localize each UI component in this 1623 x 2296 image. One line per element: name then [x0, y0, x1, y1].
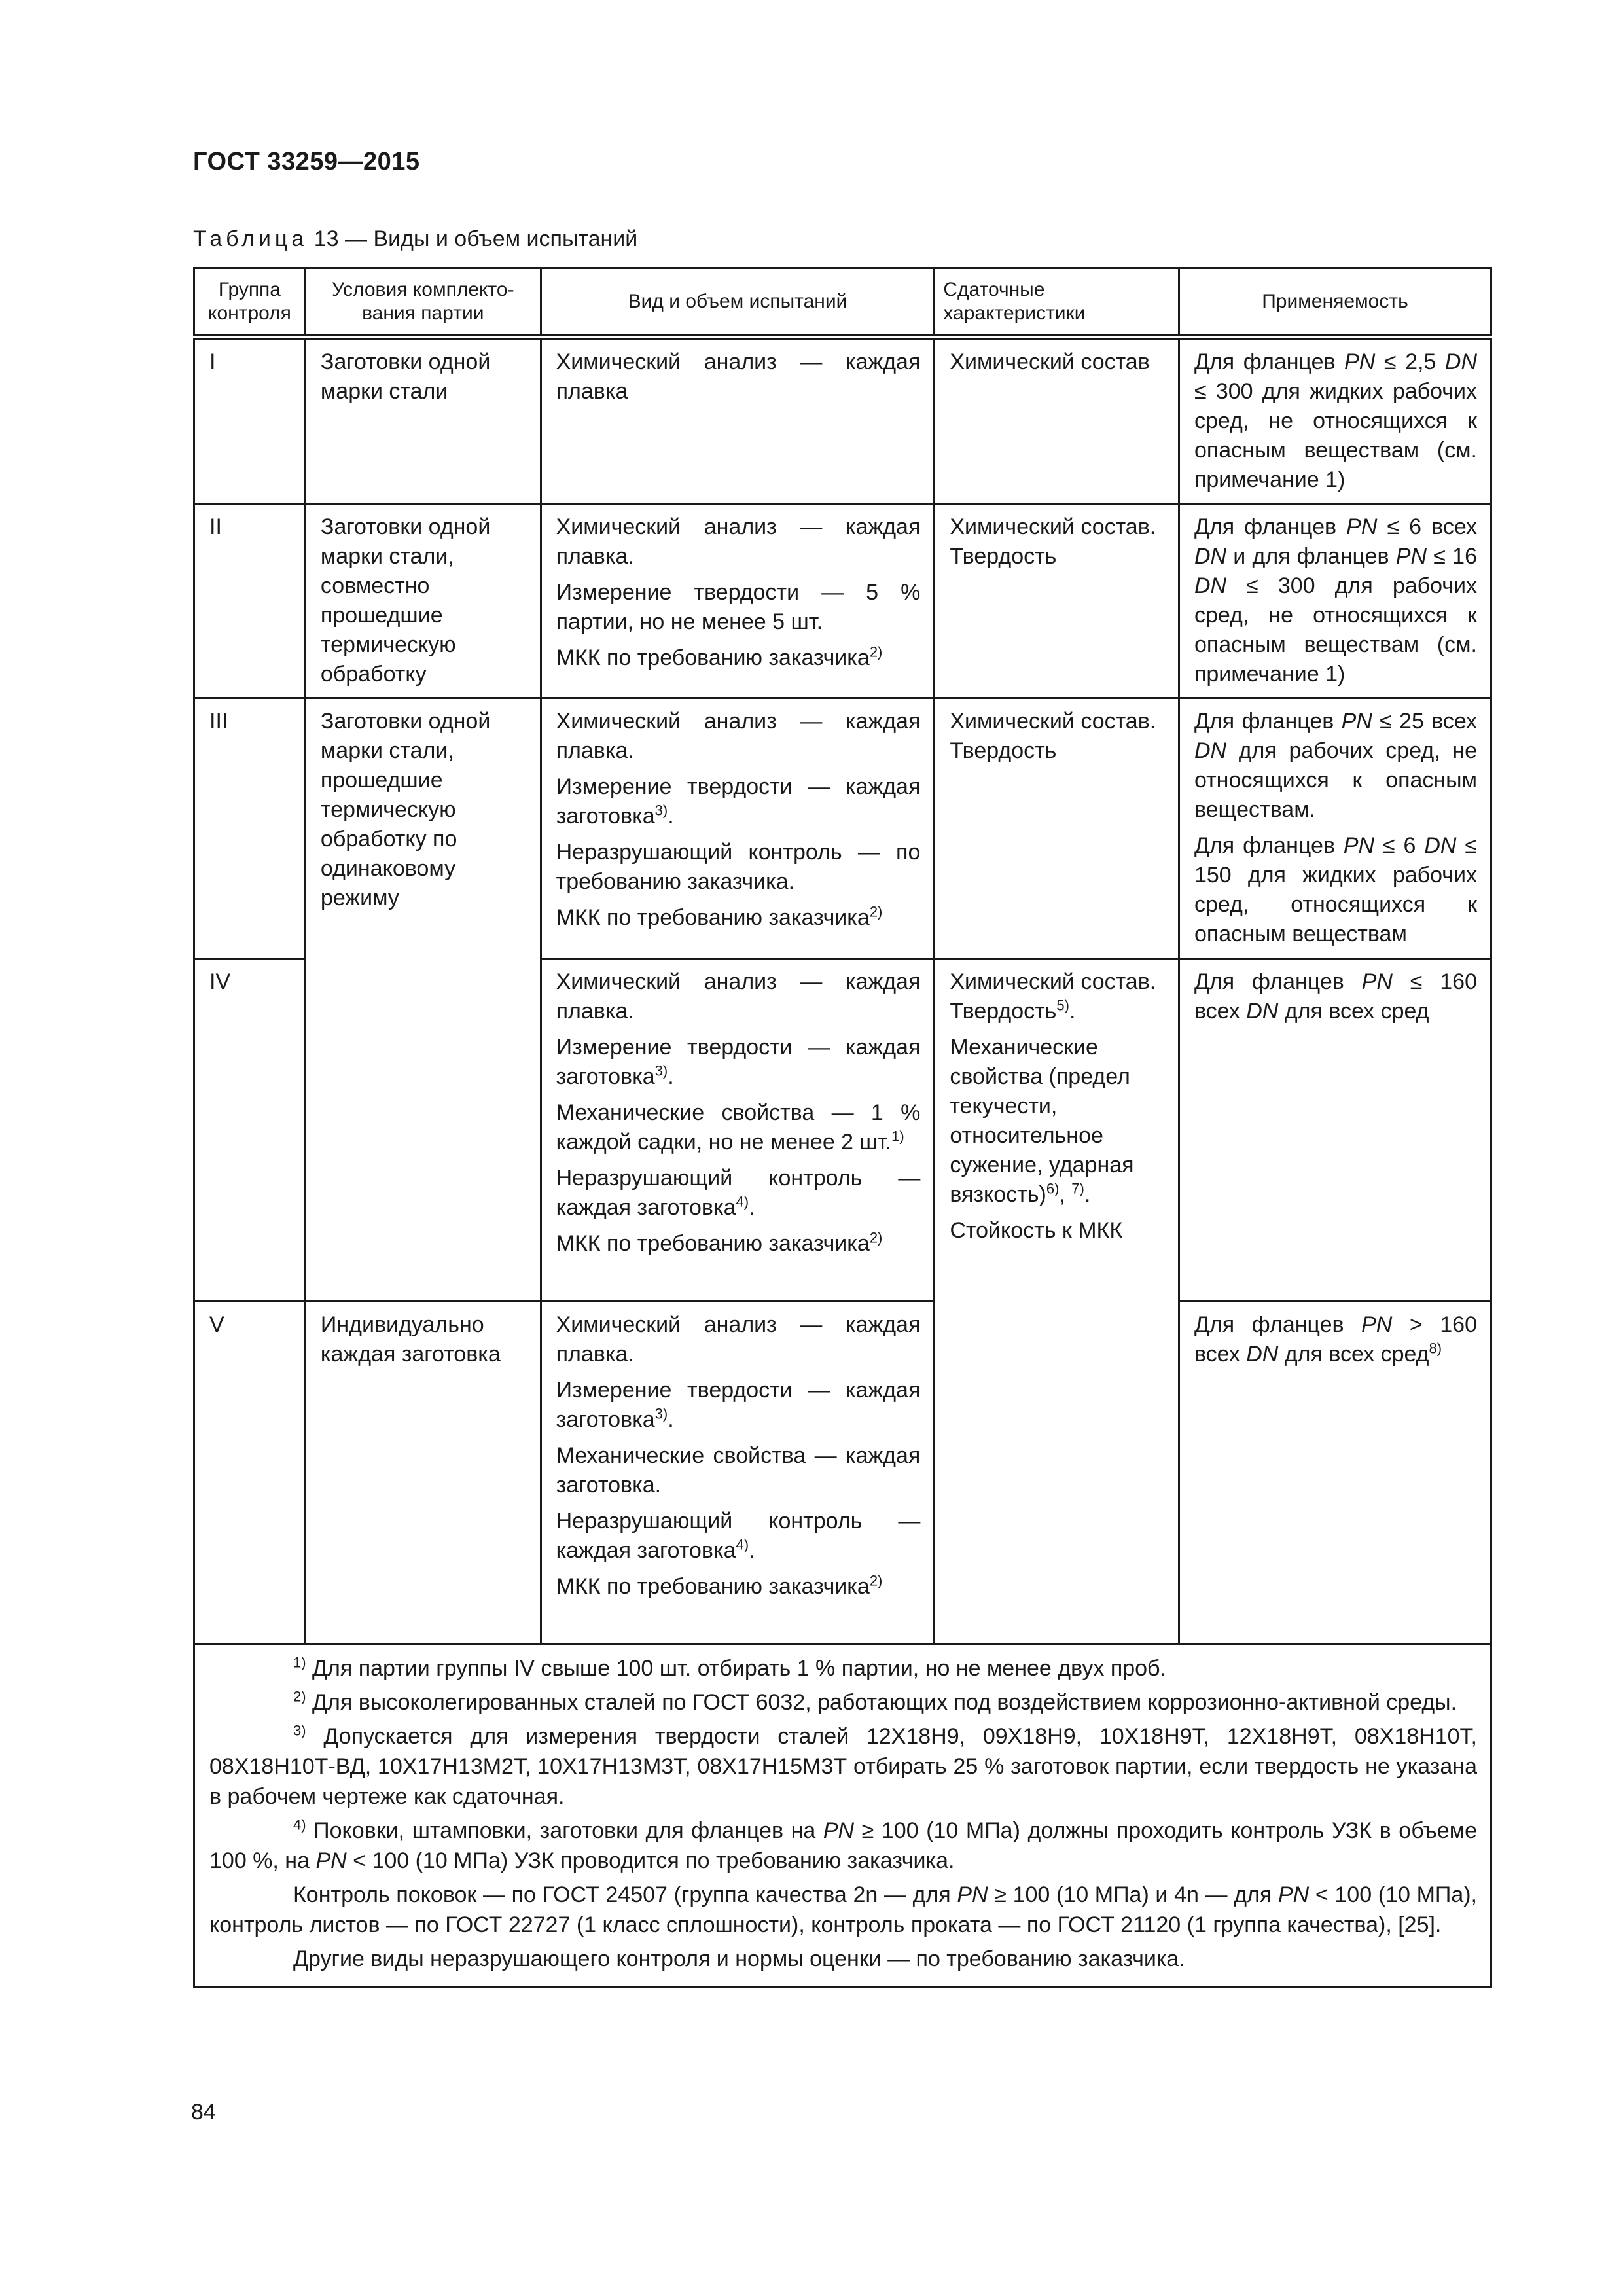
test-item: Химический анализ — каждая плавка.: [556, 1312, 921, 1367]
applicability-text: Для фланцев PN ≤ 160 всех DN для всех сред: [1194, 969, 1477, 1024]
test-item: Неразрушающий контроль — каждая заготовка$^{4)}$.: [556, 1509, 921, 1563]
cell-group: III: [194, 698, 306, 959]
cell-acceptance: [935, 504, 1179, 698]
cell-applicability: [1179, 504, 1491, 698]
table-notes-row: [194, 1645, 1491, 1987]
test-item: Химический анализ — каждая плавка.: [556, 514, 921, 569]
col-header-group: Группа контроля: [194, 268, 306, 338]
note-paragraph: Другие виды неразрушающего контроля и нормы оценки — по требованию заказчика.: [293, 1946, 1185, 1971]
test-item: Химический анализ — каждая плавка.: [556, 969, 921, 1024]
applicability-text: Для фланцев PN ≤ 6 DN ≤ 150 для жидких рабочих сред, относящихся к опасным веществам: [1194, 833, 1477, 946]
table-notes: [194, 1645, 1491, 1987]
cell-tests: [541, 504, 935, 698]
cell-tests: [541, 698, 935, 959]
caption-title: 13 — Виды и объем испытаний: [308, 226, 638, 251]
test-item: Измерение твердости — 5 % партии, но не менее 5 шт.: [556, 580, 921, 634]
cell-applicability: [1179, 959, 1491, 1302]
col-header-acceptance: Сдаточные характеристики: [935, 268, 1179, 338]
applicability-text: Для фланцев PN ≤ 2,5 DN ≤ 300 для жидких рабочих сред, не относящихся к опасным веществам (см. примечание 1): [1194, 350, 1477, 492]
test-item: МКК по требованию заказчика$^{2)}$: [556, 1229, 883, 1256]
cell-group: IV: [194, 959, 306, 1302]
test-item: Механические свойства — каждая заготовка.: [556, 1443, 921, 1498]
footnote: $^{4)}$ Поковки, штамповки, заготовки для фланцев на PN ≥ 100 (10 МПа) должны проходить контроль УЗК в объеме 100 %, на PN < 100 (10 МПа) УЗК проводится по требованию заказчика.: [209, 1816, 1477, 1873]
footnote: $^{3)}$ Допускается для измерения твердости сталей 12Х18Н9, 09Х18Н9, 10Х18Н9Т, 12Х18Н9Т, 08Х18Н10Т, 08Х18Н10Т-ВД, 10Х17Н13М2Т, 10Х17Н13М3Т, 08Х17Н15М3Т отбирать 25 % заготовок партии, если твердость не указана в рабочем чертеже как сдаточная.: [209, 1722, 1477, 1809]
cell-acceptance: [935, 959, 1179, 1645]
cell-tests: [541, 337, 935, 504]
table-caption: [193, 226, 637, 252]
document-header: ГОСТ 33259—2015: [193, 148, 420, 175]
page-number: 84: [191, 2100, 216, 2125]
cell-conditions: Заготовки одной марки стали: [305, 337, 541, 504]
footnote: $^{2)}$ Для высоколегированных сталей по ГОСТ 6032, работающих под воздействием коррозионно-активной среды.: [293, 1688, 1457, 1715]
cell-tests: [541, 959, 935, 1302]
applicability-text: Для фланцев PN > 160 всех DN для всех сред$^{8)}$: [1194, 1312, 1477, 1367]
applicability-text: Для фланцев PN ≤ 25 всех DN для рабочих сред, не относящихся к опасным веществам.: [1194, 709, 1477, 822]
col-header-conditions: Условия комплекто-вания партии: [305, 268, 541, 338]
cell-conditions: Индивидуально каждая заготовка: [305, 1302, 541, 1645]
acceptance-item: Механические свойства (предел текучести, относительное сужение, ударная вязкость)$^{6)}$, $^{7)}$.: [950, 1035, 1134, 1207]
footnote: $^{1)}$ Для партии группы IV свыше 100 шт. отбирать 1 % партии, но не менее двух проб.: [293, 1654, 1167, 1681]
table-row: [194, 504, 1491, 698]
test-item: Измерение твердости — каждая заготовка$^{3)}$.: [556, 1378, 921, 1432]
cell-applicability: [1179, 698, 1491, 959]
acceptance-item: Твердость: [950, 738, 1057, 763]
test-item: Неразрушающий контроль — по требованию заказчика.: [556, 840, 921, 894]
applicability-text: Для фланцев PN ≤ 6 всех DN и для фланцев PN ≤ 16 DN ≤ 300 для рабочих сред, не относящихся к опасным веществам (см. примечание 1): [1194, 514, 1478, 687]
test-item: МКК по требованию заказчика$^{2)}$: [556, 903, 883, 930]
cell-group: II: [194, 504, 306, 698]
acceptance-item: Химический состав: [950, 350, 1150, 374]
cell-acceptance: [935, 337, 1179, 504]
test-item: Измерение твердости — каждая заготовка$^{3)}$.: [556, 774, 921, 829]
test-item: Неразрушающий контроль — каждая заготовка$^{4)}$.: [556, 1166, 921, 1220]
acceptance-item: Твердость: [950, 544, 1057, 569]
tests-table: [193, 267, 1492, 1988]
table-header-row: [194, 268, 1491, 338]
cell-tests: [541, 1302, 935, 1645]
caption-word: Таблица: [193, 226, 308, 251]
acceptance-item: Стойкость к МКК: [950, 1218, 1123, 1243]
acceptance-item: Химический состав.: [950, 514, 1156, 539]
cell-applicability: [1179, 337, 1491, 504]
test-item: Механические свойства — 1 % каждой садки, но не менее 2 шт.$^{1)}$: [556, 1100, 921, 1155]
test-item: Химический анализ — каждая плавка: [556, 350, 921, 404]
test-item: Химический анализ — каждая плавка.: [556, 709, 921, 763]
acceptance-item: Химический состав.: [950, 969, 1156, 994]
cell-conditions: Заготовки одной марки стали, прошедшие термическую обработку по одинаковому режиму: [305, 698, 541, 1302]
cell-acceptance: [935, 698, 1179, 959]
cell-group: I: [194, 337, 306, 504]
col-header-tests: Вид и объем испытаний: [541, 268, 935, 338]
note-paragraph: Контроль поковок — по ГОСТ 24507 (группа качества 2n — для PN ≥ 100 (10 МПа) и 4n — для PN < 100 (10 МПа), контроль листов — по ГОСТ 22727 (1 класс сплошности), контроль проката — по ГОСТ 21120 (1 группа качества), [25].: [209, 1882, 1478, 1937]
cell-conditions: Заготовки одной марки стали, совместно прошедшие термическую обработку: [305, 504, 541, 698]
test-item: Измерение твердости — каждая заготовка$^{3)}$.: [556, 1035, 921, 1089]
cell-group: V: [194, 1302, 306, 1645]
cell-applicability: [1179, 1302, 1491, 1645]
table-row: [194, 1302, 1491, 1645]
acceptance-item: Твердость$^{5)}$.: [950, 997, 1076, 1024]
test-item: МКК по требованию заказчика$^{2)}$: [556, 643, 883, 670]
test-item: МКК по требованию заказчика$^{2)}$: [556, 1572, 883, 1599]
table-row: [194, 337, 1491, 504]
table-row: [194, 698, 1491, 959]
acceptance-item: Химический состав.: [950, 709, 1156, 734]
col-header-applicability: Применяемость: [1179, 268, 1491, 338]
